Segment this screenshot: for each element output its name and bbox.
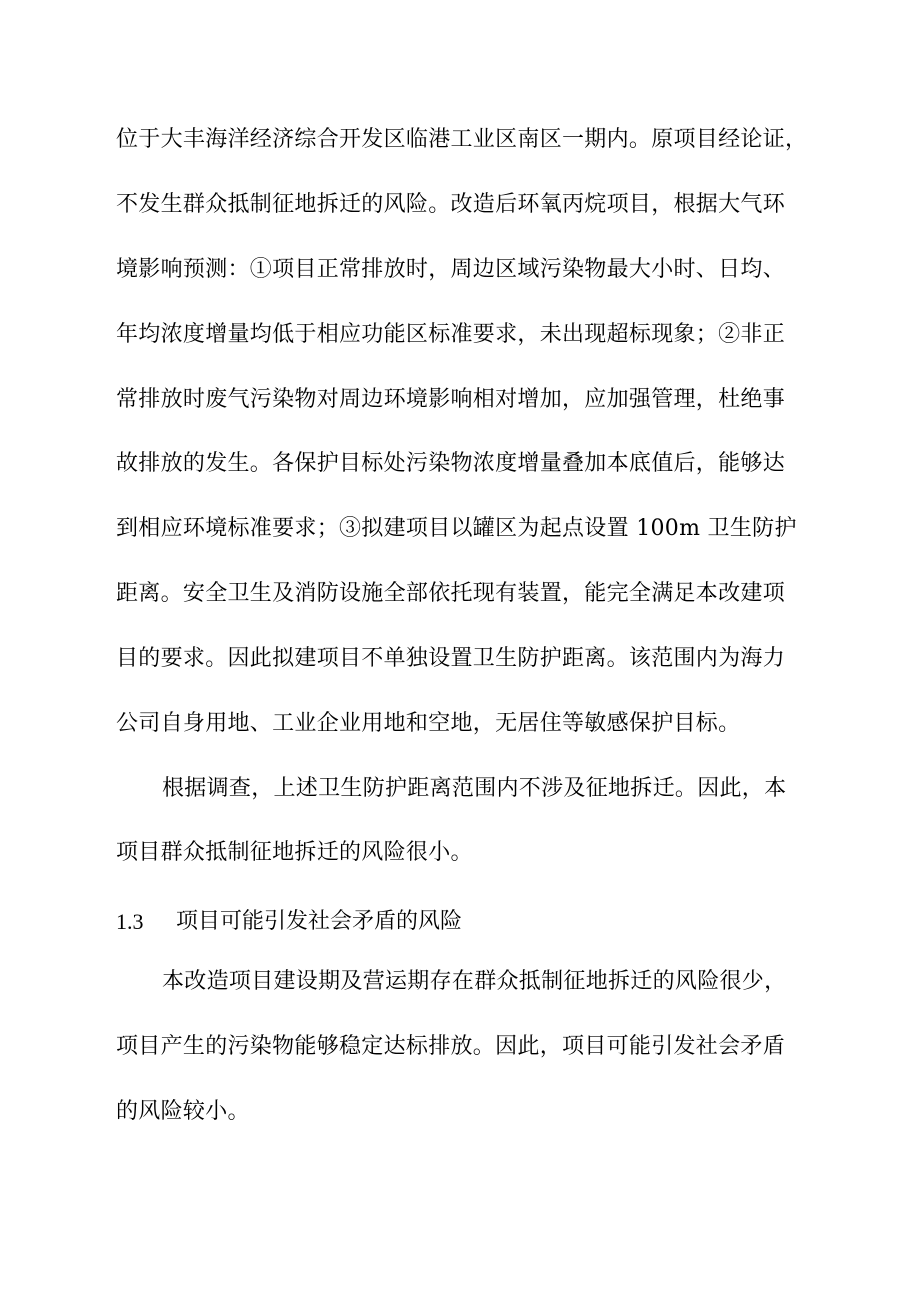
section-number: 1.3 [116, 909, 144, 934]
paragraph-line: 项目产生的污染物能够稳定达标排放。因此，项目可能引发社会矛盾 [116, 1034, 786, 1059]
paragraph-line: 常排放时废气污染物对周边环境影响相对增加，应加强管理，杜绝事 [116, 387, 786, 412]
paragraph-line: 故排放的发生。各保护目标处污染物浓度增量叠加本底值后，能够达 [116, 451, 786, 476]
paragraph-line: 项目群众抵制征地拆迁的风险很小。 [116, 840, 473, 865]
paragraph-line: 位于大丰海洋经济综合开发区临港工业区南区一期内。原项目经论证， [116, 127, 808, 152]
paragraph-line: 本改造项目建设期及营运期存在群众抵制征地拆迁的风险很少， [162, 969, 787, 994]
paragraph-line: 到相应环境标准要求；③拟建项目以罐区为起点设置 100m 卫生防护 [116, 516, 797, 541]
paragraph-line: 境影响预测：①项目正常排放时，周边区域污染物最大小时、日均、 [116, 257, 786, 282]
section-title: 项目可能引发社会矛盾的风险 [176, 909, 463, 934]
paragraph-line: 根据调查，上述卫生防护距离范围内不涉及征地拆迁。因此，本 [162, 776, 787, 801]
paragraph-line: 公司自身用地、工业企业用地和空地，无居住等敏感保护目标。 [116, 711, 741, 736]
paragraph-line: 的风险较小。 [116, 1099, 250, 1124]
paragraph-line: 年均浓度增量均低于相应功能区标准要求，未出现超标现象；②非正 [116, 322, 786, 347]
paragraph-line: 距离。安全卫生及消防设施全部依托现有装置，能完全满足本改建项 [116, 581, 786, 606]
paragraph-line: 不发生群众抵制征地拆迁的风险。改造后环氧丙烷项目，根据大气环 [116, 192, 786, 217]
paragraph-line: 目的要求。因此拟建项目不单独设置卫生防护距离。该范围内为海力 [116, 646, 786, 671]
